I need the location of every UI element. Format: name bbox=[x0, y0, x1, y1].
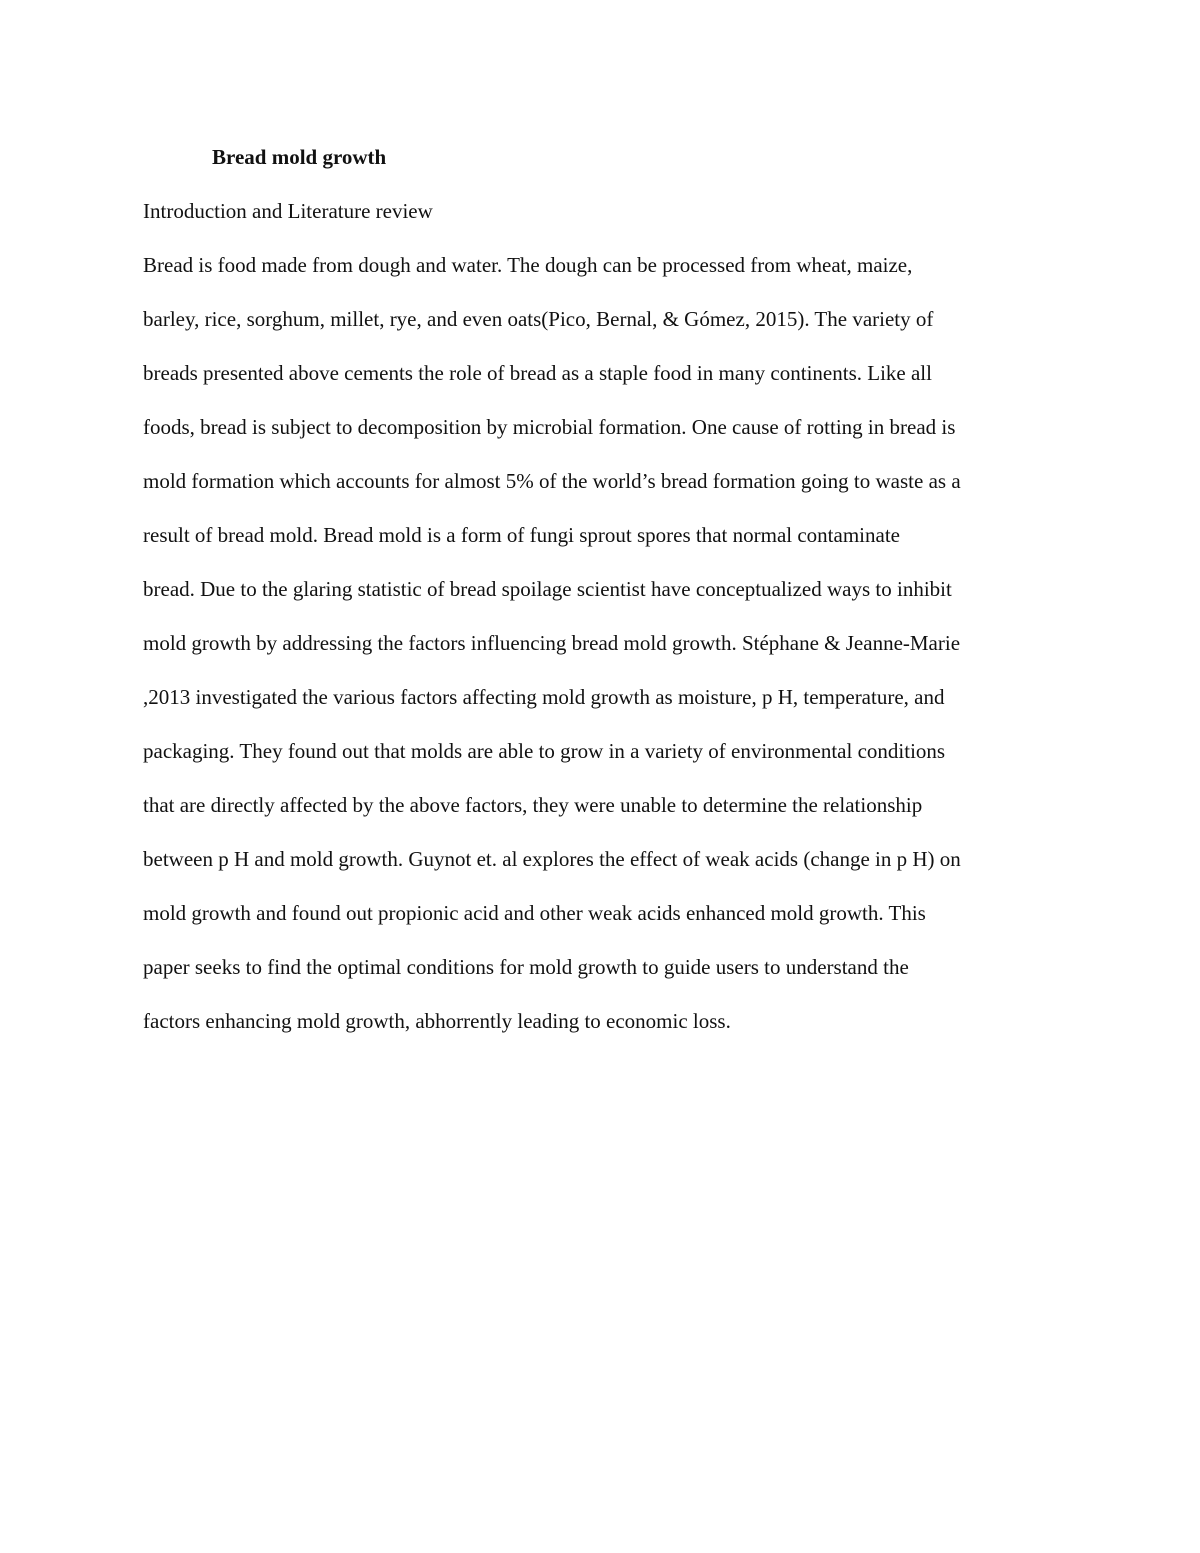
paragraph-line-9: ,2013 investigated the various factors affecting mold growth as moisture, p H, temperature, and bbox=[143, 685, 945, 709]
paragraph-line-8: mold growth by addressing the factors influencing bread mold growth. Stéphane & Jeanne-Marie bbox=[143, 631, 961, 655]
paragraph-line-14: paper seeks to find the optimal conditions for mold growth to guide users to understand the bbox=[143, 955, 909, 979]
paragraph-line-10: packaging. They found out that molds are able to grow in a variety of environmental conditions bbox=[143, 739, 946, 763]
paragraph-line-11: that are directly affected by the above factors, they were unable to determine the relationship bbox=[143, 793, 923, 817]
paragraph-line-7: bread. Due to the glaring statistic of bread spoilage scientist have conceptualized ways to inhibit bbox=[143, 577, 952, 601]
paragraph-line-3: breads presented above cements the role of bread as a staple food in many continents. Like all bbox=[143, 361, 932, 385]
paragraph-line-4: foods, bread is subject to decomposition by microbial formation. One cause of rotting in bread is bbox=[143, 415, 956, 439]
paragraph-line-1: Bread is food made from dough and water. The dough can be processed from wheat, maize, bbox=[143, 253, 913, 277]
paragraph-line-15: factors enhancing mold growth, abhorrently leading to economic loss. bbox=[143, 1009, 731, 1033]
paragraph-line-5: mold formation which accounts for almost 5% of the world’s bread formation going to waste as a bbox=[143, 469, 961, 493]
paragraph-line-2: barley, rice, sorghum, millet, rye, and even oats(Pico, Bernal, & Gómez, 2015). The variety of bbox=[143, 307, 934, 331]
paragraph-line-13: mold growth and found out propionic acid and other weak acids enhanced mold growth. This bbox=[143, 901, 926, 925]
paragraph-line-6: result of bread mold. Bread mold is a form of fungi sprout spores that normal contaminate bbox=[143, 523, 900, 547]
section-heading: Introduction and Literature review bbox=[143, 199, 433, 223]
document-title: Bread mold growth bbox=[212, 145, 387, 169]
paragraph-line-12: between p H and mold growth. Guynot et. al explores the effect of weak acids (change in p H) on bbox=[143, 847, 961, 871]
